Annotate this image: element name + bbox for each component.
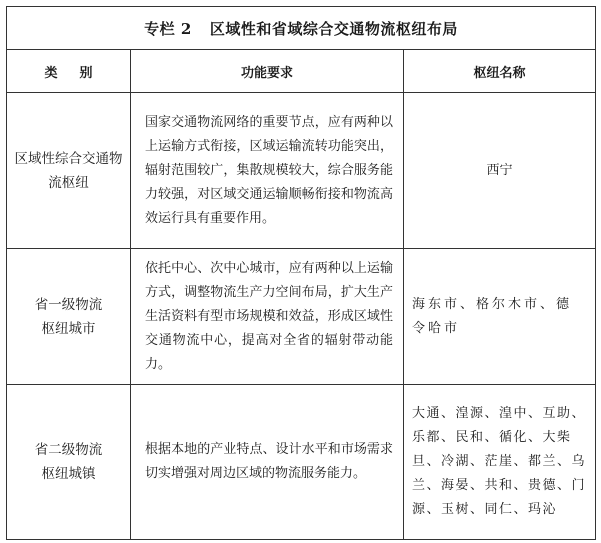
- category-cell: [7, 249, 131, 385]
- table-row: [7, 93, 596, 249]
- category-line: 流枢纽: [48, 174, 89, 191]
- category-line: 区域性综合交通物: [14, 150, 123, 167]
- header-category: 类别: [7, 50, 131, 93]
- category-line: 省二级物流: [34, 442, 103, 458]
- function-cell: 根据本地的产业特点、设计水平和市场需求切实增强对周边区域的物流服务能力。: [131, 385, 404, 540]
- header-hub-names: 枢纽名称: [404, 50, 596, 93]
- hub-names-cell: 西宁: [404, 93, 596, 249]
- function-cell: 国家交通物流网络的重要节点，应有两种以上运输方式衔接，区域运输流转功能突出，辐射范围较广，集散规模较大，综合服务能力较强，对区域交通运输顺畅衔接和物流高效运行具有重要作用。: [131, 93, 404, 249]
- category-line: 枢纽城市: [41, 320, 96, 337]
- hub-names-cell: 大通、湟源、湟中、互助、乐都、民和、循化、大柴旦、冷湖、茫崖、都兰、乌兰、海晏、共和、贵德、门源、玉树、同仁、玛沁: [404, 385, 596, 540]
- category-line: 枢纽城镇: [41, 466, 96, 482]
- table-title: [7, 7, 596, 50]
- category-cell: [7, 93, 131, 249]
- function-cell: 依托中心、次中心城市，应有两种以上运输方式，调整物流生产力空间布局，扩大生产生活资料有型市场规模和效益，形成区域性交通物流中心，提高对全省的辐射带动能力。: [131, 249, 404, 385]
- header-function: 功能要求: [131, 50, 404, 93]
- hub-layout-table: [6, 6, 596, 540]
- panel-label: 专栏 2: [144, 19, 192, 38]
- panel-title: 区域性和省域综合交通物流枢纽布局: [209, 19, 458, 38]
- table-row: [7, 385, 596, 540]
- hub-names-cell: 海东市、格尔木市、德令哈市: [404, 249, 596, 385]
- table-row: [7, 249, 596, 385]
- category-cell: [7, 385, 131, 540]
- category-line: 省一级物流: [34, 296, 103, 313]
